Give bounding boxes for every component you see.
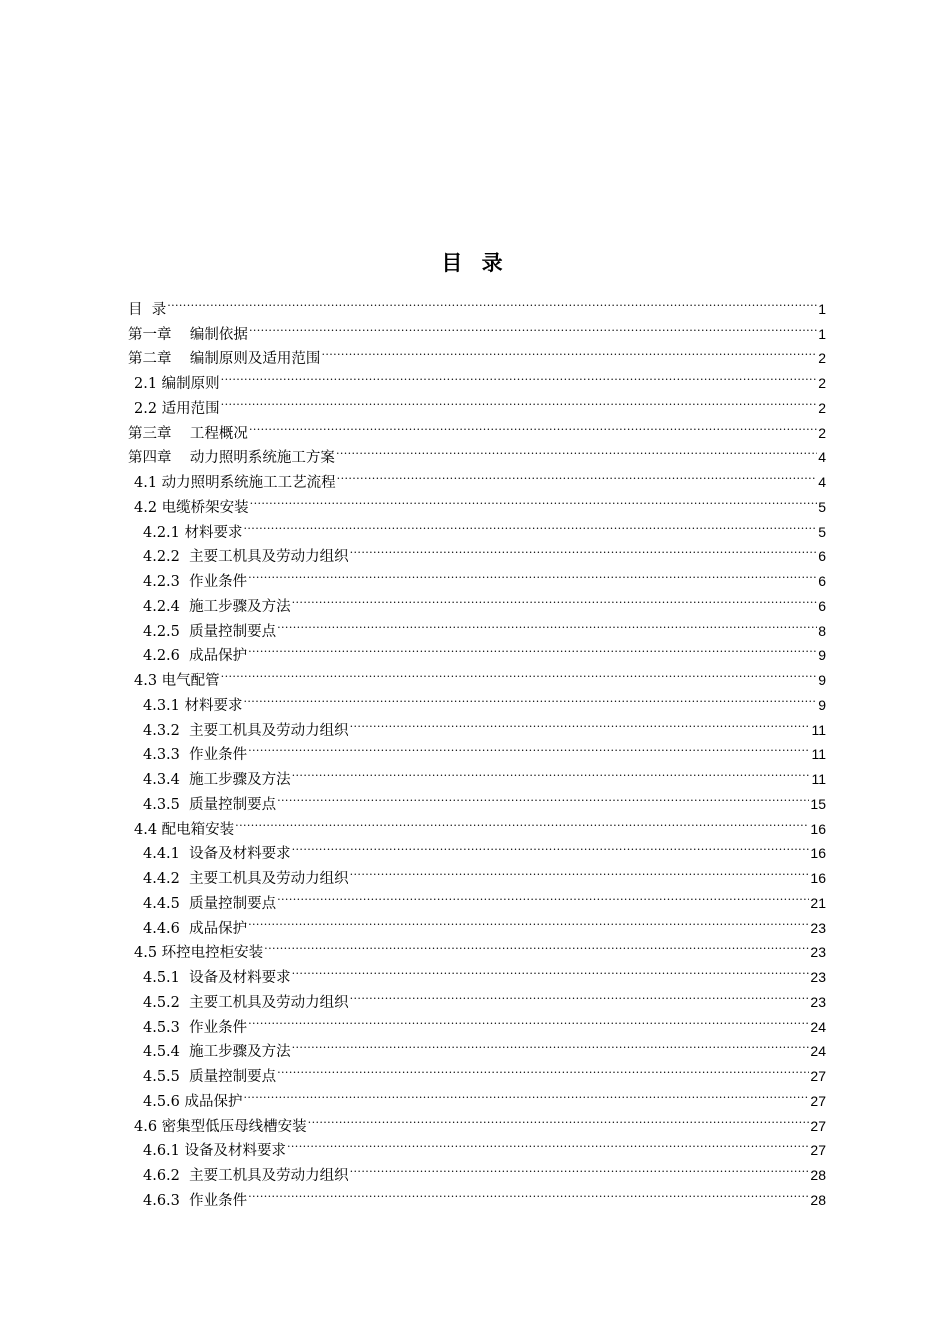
- toc-entry-page-number: 6: [818, 597, 826, 614]
- toc-entry-label: 4.5.1 设备及材料要求: [143, 970, 291, 986]
- toc-dot-leader: [244, 1081, 810, 1106]
- toc-dot-leader: [264, 933, 809, 958]
- toc-entry-label: 2.2 适用范围: [134, 400, 220, 417]
- toc-entry-page-number: 2: [818, 424, 826, 441]
- toc-dot-leader: [292, 1032, 810, 1057]
- toc-entry-label: 4.2.4 施工步骤及方法: [143, 598, 291, 615]
- toc-dot-leader: [250, 487, 818, 512]
- toc-entry-label: 第二章 编制原则及适用范围: [128, 351, 321, 368]
- toc-entry-page-number: 9: [818, 672, 826, 688]
- toc-entry-label: 4.2.1 材料要求: [143, 524, 243, 541]
- toc-entry-label: 4.5.5 质量控制要点: [143, 1069, 277, 1085]
- toc-entry-label: 4.2 电缆桥架安装: [134, 499, 249, 516]
- toc-entry-label: 4.5.6 成品保护: [143, 1093, 243, 1110]
- toc-dot-leader: [350, 537, 818, 562]
- toc-entry-page-number: 2: [818, 375, 826, 391]
- toc-entry[interactable]: [126, 388, 826, 417]
- toc-entry-page-number: 27: [810, 1092, 826, 1109]
- toc-dot-leader: [350, 1155, 810, 1180]
- toc-entry-page-number: 28: [810, 1167, 826, 1183]
- toc-entry-page-number: 27: [810, 1068, 826, 1084]
- toc-dot-leader: [350, 710, 811, 735]
- toc-entry-label: 4.6.2 主要工机具及劳动力组织: [143, 1168, 349, 1184]
- toc-dot-leader: [321, 339, 817, 364]
- toc-entry-label: 4.6.3 作业条件: [143, 1192, 248, 1209]
- toc-entry-label: 4.5.3 作业条件: [143, 1019, 248, 1036]
- toc-entry-page-number: 16: [810, 820, 826, 837]
- toc-entry-page-number: 23: [810, 969, 826, 985]
- toc-dot-leader: [292, 957, 810, 982]
- toc-entry-label: 4.3.2 主要工机具及劳动力组织: [143, 722, 349, 739]
- toc-dot-leader: [248, 561, 817, 586]
- toc-entry-page-number: 23: [810, 919, 826, 936]
- table-of-contents: [126, 289, 826, 1209]
- toc-entry-label: 4.6.1 设备及材料要求: [143, 1143, 287, 1160]
- toc-dot-leader: [248, 636, 817, 661]
- toc-entry-label: 第一章 编制依据: [128, 326, 248, 343]
- toc-entry-label: 4.4 配电箱安装: [134, 821, 235, 838]
- toc-dot-leader: [336, 438, 817, 463]
- toc-entry-page-number: 11: [811, 771, 826, 787]
- toc-dot-leader: [249, 413, 817, 438]
- toc-dot-leader: [248, 908, 809, 933]
- toc-entry-label: 4.4.2 主要工机具及劳动力组织: [143, 871, 349, 887]
- toc-entry-page-number: 24: [810, 1018, 826, 1035]
- toc-entry-label: 4.4.6 成品保护: [143, 920, 248, 937]
- toc-dot-leader: [235, 809, 809, 834]
- toc-entry-page-number: 15: [810, 795, 826, 812]
- toc-entry-page-number: 27: [810, 1142, 826, 1159]
- toc-dot-leader: [248, 1180, 809, 1205]
- toc-dot-leader: [244, 512, 818, 537]
- toc-dot-leader: [292, 586, 818, 611]
- toc-entry-label: 4.5 环控电控柜安装: [134, 945, 264, 962]
- toc-entry-page-number: 5: [818, 498, 826, 515]
- toc-dot-leader: [221, 388, 818, 413]
- toc-entry[interactable]: [126, 685, 826, 714]
- toc-dot-leader: [350, 858, 810, 883]
- toc-entry-label: 2.1 编制原则: [134, 376, 220, 392]
- toc-entry-page-number: 8: [818, 622, 826, 639]
- toc-entry-page-number: 2: [818, 399, 826, 416]
- toc-entry-page-number: 9: [818, 647, 826, 664]
- toc-entry-label: 4.3.5 质量控制要点: [143, 796, 277, 813]
- toc-entry[interactable]: [126, 413, 826, 442]
- toc-dot-leader: [277, 1056, 809, 1081]
- toc-entry-page-number: 23: [810, 944, 826, 961]
- toc-dot-leader: [292, 759, 811, 784]
- toc-entry-label: 第三章 工程概况: [128, 425, 248, 442]
- toc-entry[interactable]: [126, 660, 826, 689]
- toc-entry-page-number: 23: [810, 993, 826, 1010]
- toc-entry[interactable]: [126, 363, 826, 392]
- toc-entry-page-number: 1: [818, 325, 826, 342]
- toc-entry-label: 4.5.4 施工步骤及方法: [143, 1044, 291, 1061]
- toc-entry-page-number: 11: [811, 746, 826, 763]
- toc-entry-label: 4.2.6 成品保护: [143, 648, 248, 665]
- toc-dot-leader: [244, 685, 818, 710]
- toc-entry-page-number: 16: [810, 870, 826, 886]
- toc-entry-label: 4.3.1 材料要求: [143, 697, 243, 714]
- toc-entry-page-number: 5: [818, 523, 826, 540]
- toc-entry-label: 4.4.1 设备及材料要求: [143, 846, 291, 863]
- toc-entry-page-number: 2: [818, 350, 826, 367]
- toc-entry-label: 4.3.4 施工步骤及方法: [143, 772, 291, 788]
- toc-entry-label: 第四章 动力照明系统施工方案: [128, 450, 335, 467]
- toc-entry-label: 4.1 动力照明系统施工工艺流程: [134, 475, 336, 491]
- toc-dot-leader: [248, 1007, 809, 1032]
- toc-entry-page-number: 4: [818, 449, 826, 466]
- toc-entry-label: 4.2.5 质量控制要点: [143, 623, 277, 640]
- toc-dot-leader: [277, 883, 809, 908]
- toc-entry-page-number: 9: [818, 696, 826, 713]
- toc-dot-leader: [277, 611, 817, 636]
- toc-dot-leader: [248, 735, 810, 760]
- toc-entry-page-number: 28: [810, 1191, 826, 1208]
- toc-dot-leader: [221, 660, 818, 685]
- toc-entry-label: 4.6 密集型低压母线槽安装: [134, 1118, 307, 1135]
- toc-entry-label: 4.2.2 主要工机具及劳动力组织: [143, 549, 349, 566]
- toc-dot-leader: [337, 462, 818, 487]
- toc-dot-leader: [308, 1106, 810, 1131]
- toc-entry-label: 4.3.3 作业条件: [143, 747, 248, 764]
- toc-entry-page-number: 24: [810, 1043, 826, 1060]
- toc-entry-page-number: 27: [810, 1117, 826, 1134]
- toc-entry[interactable]: [126, 314, 826, 343]
- toc-dot-leader: [167, 289, 817, 314]
- toc-entry-page-number: 6: [818, 548, 826, 565]
- toc-title: 目 录: [441, 251, 509, 275]
- toc-entry-page-number: 4: [818, 474, 826, 490]
- toc-dot-leader: [249, 314, 817, 339]
- toc-entry[interactable]: [126, 289, 826, 318]
- toc-dot-leader: [221, 363, 818, 388]
- toc-entry-label: 目 录: [128, 301, 167, 318]
- toc-entry-label: 4.4.5 质量控制要点: [143, 895, 277, 912]
- toc-dot-leader: [350, 982, 810, 1007]
- toc-entry-label: 4.5.2 主要工机具及劳动力组织: [143, 994, 349, 1011]
- toc-entry-page-number: 21: [810, 894, 826, 911]
- toc-entry-label: 4.3 电气配管: [134, 673, 220, 689]
- toc-entry-page-number: 16: [810, 845, 826, 862]
- toc-entry-page-number: 6: [818, 573, 826, 589]
- toc-entry-label: 4.2.3 作业条件: [143, 574, 248, 590]
- toc-entry-page-number: 11: [811, 721, 826, 738]
- toc-dot-leader: [292, 834, 810, 859]
- toc-entry-page-number: 1: [818, 300, 826, 317]
- toc-dot-leader: [277, 784, 809, 809]
- toc-dot-leader: [287, 1131, 809, 1156]
